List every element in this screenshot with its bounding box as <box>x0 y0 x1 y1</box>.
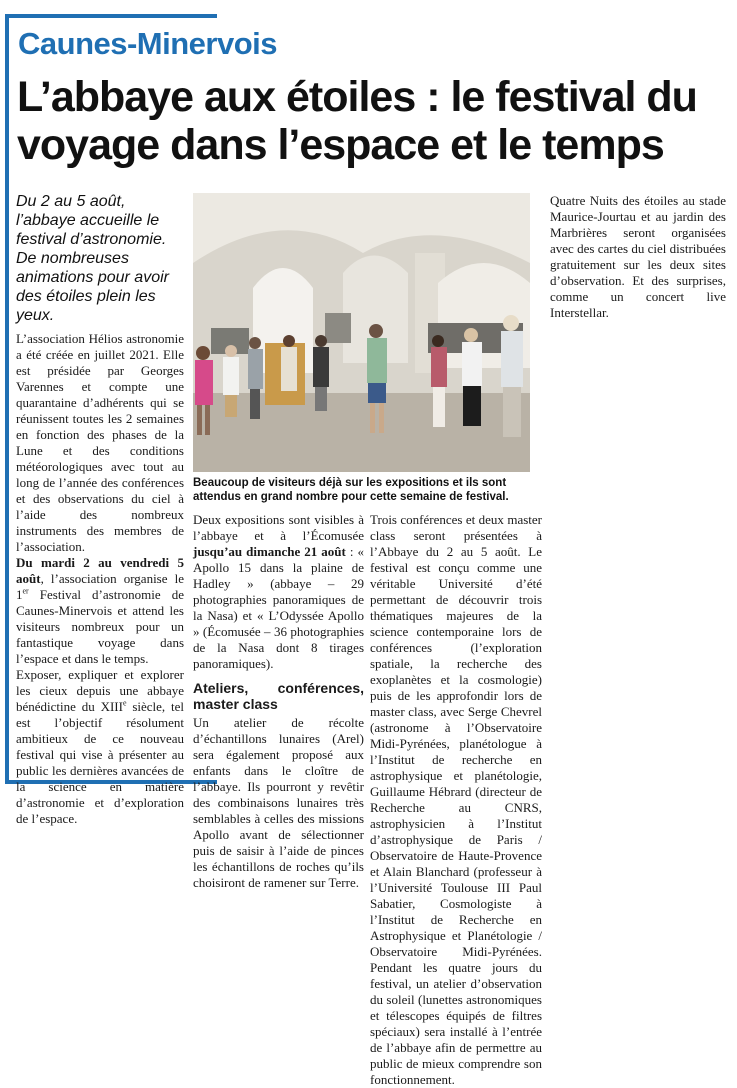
objective-sup: e <box>122 698 127 708</box>
objective-text-a: Exposer, expliquer et explorer les cieux depuis une abbaye bénédictine du XIII <box>16 667 184 714</box>
column-3 <box>370 512 542 1088</box>
exhibition-photo-illustration <box>193 193 530 472</box>
frame-left-rule <box>5 14 9 784</box>
photo-caption-text: Beaucoup de visiteurs déjà sur les expositions et ils sont attendus en grand nombre pour cette semaine de festival. <box>193 477 509 503</box>
chapo: Du 2 au 5 août, l’abbaye accueille le festival d’astronomie. De nombreuses animations pour avoir des étoiles plein les yeux. <box>16 193 169 324</box>
dates-text-b: Festival d’astronomie de Caunes-Minervois et attend les visiteurs nombreux pour un fantastique voyage dans l’espace et dans le temps. <box>16 587 184 666</box>
paragraph-atelier: Un atelier de récolte d’échantillons lunaires (Arel) sera également proposé aux enfants dans le cloître de l’abbaye. Ils pourront y revêtir des combinaisons lunaires très semblables à celles des missions Apollo avant de sélectionner puis de saisir à l’aide de pinces les échantillons de roches qu’ils choisiront de ramener sur Terre. <box>193 715 364 890</box>
subhead-ateliers: Ateliers, conférences, master class <box>193 680 364 712</box>
expositions-text-b: : « Apollo 15 dans la plaine de Hadley » (abbaye – 29 photographies panoramiques de la Nasa) et « L’Odyssée Apollo » (Écomusée – 36 photographies de la Nasa dont 8 tirages panoramiques). <box>193 544 364 671</box>
expositions-bold: jusqu’au dimanche 21 août <box>193 544 346 559</box>
paragraph-objective <box>16 667 184 827</box>
paragraph-association: L’association Hélios astronomie a été créée en juillet 2021. Elle est présidée par Georges Varennes et compte une quarantaine d’adhérents qui se réunissent toutes les 2 semaines en fonction des phases de la Lune et des conditions météorologiques avec tout au long de l’année des conférences et des observations du ciel à l’aide des nombreux instruments des membres de l’association. <box>16 331 184 554</box>
objective-text-b: siècle, tel est l’objectif résolument ambitieux de ce nouveau festival qui vise à présenter au public les dernières avancées de la science en matière d’astronomie et d’exploration de l’espace. <box>16 699 185 826</box>
paragraph-nuits: Quatre Nuits des étoiles au stade Maurice-Jourtau et au jardin des Marbrières seront organisées avec des cartes du ciel distribuées gratuitement sur les deux sites d’observation. Et des surprises, comme un concert live Interstellar. <box>550 193 726 320</box>
headline: L’abbaye aux étoiles : le festival du voyage dans l’espace et le temps <box>17 73 697 169</box>
paragraph-conferences: Trois conférences et deux master class seront présentées à l’Abbaye du 2 au 5 août. Le festival est conçu comme une véritable Université d’été permettant de découvrir trois thématiques majeures de la science contemporaine lors de conférences (l’exploration spatiale, la recherche des exoplanètes et la cosmologie) puis de les approfondir lors de master class, avec Serge Chevrel (astronome à l’Observatoire Midi-Pyrénées, planétologue à l’Institut de recherche en astrophysique et planétologie, Guillaume Hébrard (directeur de Recherche au CNRS, astrophysicien à l’Institut d’astrophysique de Paris / Observatoire de Haute-Provence et Alain Blanchard (professeur à l’Université Toulouse III Paul Sabatier, Cosmologiste à l’Institut de Recherche en Astrophysique et Planétologie / Observatoire Midi-Pyrénées. Pendant les quatre jours du festival, un atelier d’observation du soleil (lunettes astronomiques et télescopes équipés de filtres spéciaux) sera installé à l’entrée de l’abbaye afin de permettre au public de mieux comprendre son fonctionnement. <box>370 512 542 1087</box>
column-2 <box>193 512 364 891</box>
column-4 <box>550 193 726 321</box>
dates-bold: Du mardi 2 au vendredi 5 août <box>16 555 184 586</box>
kicker: Caunes-Minervois <box>18 26 278 61</box>
exhibition-photo <box>193 193 530 472</box>
paragraph-expositions <box>193 512 364 672</box>
paragraph-dates <box>16 555 184 667</box>
column-1 <box>16 331 184 827</box>
expositions-text-a: Deux expositions sont visibles à l’abbaye et à l’Écomusée <box>193 512 364 543</box>
dates-sup: er <box>22 586 29 596</box>
dates-text-a: , l’association organise le 1 <box>16 571 184 602</box>
photo-caption <box>193 476 533 504</box>
frame-top-rule <box>5 14 217 18</box>
